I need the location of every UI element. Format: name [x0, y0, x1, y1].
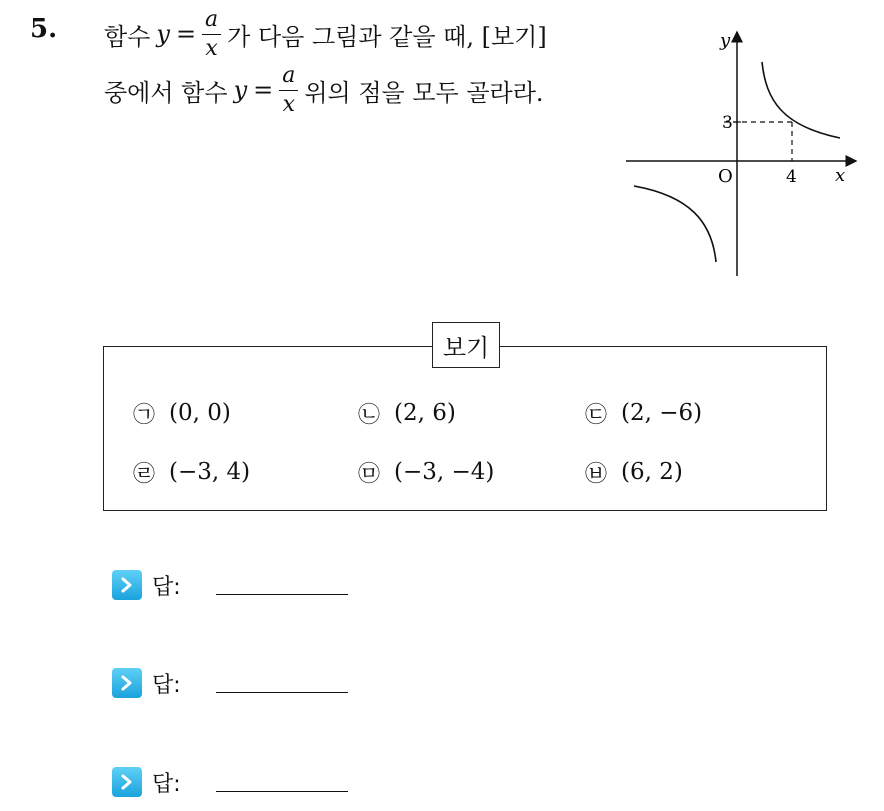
question-text-pre-2: 중에서 함수	[104, 78, 228, 107]
chevron-right-icon	[112, 668, 142, 698]
option-mark-3: ㉢	[585, 402, 608, 428]
answer-blank-2[interactable]	[216, 692, 348, 693]
option-1	[133, 396, 231, 430]
math-equals-2: =	[253, 76, 274, 104]
fraction-denominator-2: x	[282, 91, 295, 117]
option-mark-2: ㉡	[358, 402, 381, 428]
answer-blank-1[interactable]	[216, 594, 348, 595]
math-y: y	[156, 20, 170, 48]
option-mark-6: ㉥	[585, 461, 608, 487]
option-value-1: (0, 0)	[169, 400, 231, 426]
fraction-a-over-x-2	[279, 62, 298, 117]
hyperbola-branch-quadrant-3	[634, 186, 716, 262]
chevron-right-icon	[112, 570, 142, 600]
example-box-title: 보기	[432, 322, 500, 368]
x-tick-label: 4	[786, 167, 797, 187]
option-value-4: (−3, 4)	[169, 459, 251, 485]
answer-label-1: 답:	[152, 574, 181, 600]
chevron-right-icon	[112, 767, 142, 797]
option-mark-4: ㉣	[133, 461, 156, 487]
question-text-post: 가 다음 그림과 같을 때, [보기]	[227, 22, 547, 51]
math-equals: =	[175, 20, 197, 48]
option-4	[133, 455, 250, 489]
option-mark-1: ㉠	[133, 402, 156, 428]
option-value-2: (2, 6)	[394, 400, 456, 426]
option-mark-5: ㉤	[358, 461, 381, 487]
answer-row-2[interactable]	[112, 666, 181, 700]
question-text-pre: 함수	[104, 22, 151, 51]
answer-label-3: 답:	[152, 771, 181, 797]
hyperbola-graph	[620, 22, 860, 282]
hyperbola-branch-quadrant-1	[762, 62, 840, 138]
fraction-numerator: a	[202, 9, 221, 35]
answer-label-2: 답:	[152, 672, 181, 698]
question-line-1	[104, 6, 547, 62]
question-text-post-2: 위의 점을 모두 골라라.	[304, 78, 544, 107]
option-6	[585, 455, 683, 489]
fraction-denominator: x	[205, 35, 218, 61]
x-axis-label: x	[835, 165, 846, 186]
answer-blank-3[interactable]	[216, 791, 348, 792]
option-value-6: (6, 2)	[621, 459, 683, 485]
question-number: 5.	[30, 14, 58, 44]
answer-row-3[interactable]	[112, 765, 181, 799]
option-value-3: (2, −6)	[621, 400, 703, 426]
option-value-5: (−3, −4)	[394, 459, 495, 485]
option-2	[358, 396, 456, 430]
answer-row-1[interactable]	[112, 568, 181, 602]
math-y-2: y	[233, 76, 248, 104]
fraction-a-over-x	[202, 6, 221, 61]
question-line-2	[104, 62, 544, 118]
option-3	[585, 396, 702, 430]
fraction-numerator-2: a	[279, 65, 298, 91]
y-axis-label: y	[720, 30, 731, 51]
origin-label: O	[718, 166, 733, 187]
y-tick-label: 3	[722, 113, 733, 133]
option-5	[358, 455, 494, 489]
